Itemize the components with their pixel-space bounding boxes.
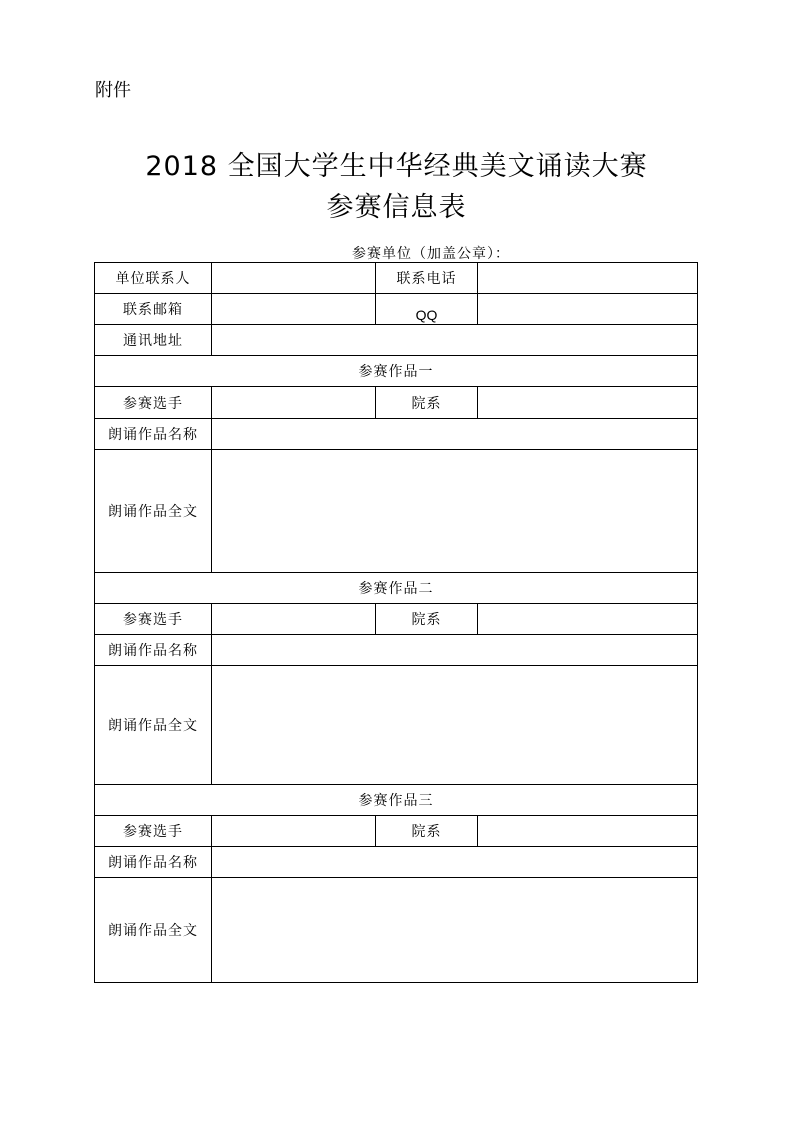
work-2-contestant-field[interactable] (212, 604, 376, 635)
work-2-name-field[interactable] (212, 635, 698, 666)
phone-label: 联系电话 (376, 263, 478, 294)
work-3-full-text-field[interactable] (212, 878, 698, 983)
qq-label-cell (376, 294, 478, 325)
qq-label: QQ (415, 306, 438, 323)
form-subtitle: 参赛信息表 (326, 192, 467, 223)
work-1-name-label: 朗诵作品名称 (95, 419, 212, 450)
work-3-contestant-field[interactable] (212, 816, 376, 847)
work-2-full-text-field[interactable] (212, 666, 698, 785)
work-3-department-field[interactable] (478, 816, 698, 847)
registration-table (94, 262, 698, 983)
full-text-row (95, 666, 698, 785)
work-name-row (95, 419, 698, 450)
work-1-full-text-field[interactable] (212, 450, 698, 573)
email-label: 联系邮箱 (95, 294, 212, 325)
contestant-row (95, 604, 698, 635)
phone-field[interactable] (478, 263, 698, 294)
section-header-row (95, 785, 698, 816)
address-field[interactable] (212, 325, 698, 356)
work-2-section-title: 参赛作品二 (95, 573, 698, 604)
work-3-name-field[interactable] (212, 847, 698, 878)
qq-field[interactable] (478, 294, 698, 325)
contestant-row (95, 816, 698, 847)
full-text-row (95, 878, 698, 983)
email-row (95, 294, 698, 325)
section-header-row (95, 573, 698, 604)
work-3-contestant-label: 参赛选手 (95, 816, 212, 847)
work-1-name-field[interactable] (212, 419, 698, 450)
work-1-full-text-label: 朗诵作品全文 (95, 450, 212, 573)
work-3-name-label: 朗诵作品名称 (95, 847, 212, 878)
contact-person-field[interactable] (212, 263, 376, 294)
work-1-department-label: 院系 (376, 387, 478, 419)
contact-row (95, 263, 698, 294)
attachment-label: 附件 (95, 80, 131, 101)
work-name-row (95, 847, 698, 878)
contestant-row (95, 387, 698, 419)
work-2-contestant-label: 参赛选手 (95, 604, 212, 635)
work-2-department-label: 院系 (376, 604, 478, 635)
work-1-department-field[interactable] (478, 387, 698, 419)
work-name-row (95, 635, 698, 666)
work-2-full-text-label: 朗诵作品全文 (95, 666, 212, 785)
work-1-contestant-label: 参赛选手 (95, 387, 212, 419)
full-text-row (95, 450, 698, 573)
address-label: 通讯地址 (95, 325, 212, 356)
work-1-section-title: 参赛作品一 (95, 356, 698, 387)
work-3-section-title: 参赛作品三 (95, 785, 698, 816)
form-title: 2018 全国大学生中华经典美文诵读大赛 (145, 151, 648, 182)
unit-stamp-label: 参赛单位（加盖公章）： (352, 246, 510, 262)
section-header-row (95, 356, 698, 387)
work-2-name-label: 朗诵作品名称 (95, 635, 212, 666)
contact-person-label: 单位联系人 (95, 263, 212, 294)
work-2-department-field[interactable] (478, 604, 698, 635)
work-3-full-text-label: 朗诵作品全文 (95, 878, 212, 983)
work-1-contestant-field[interactable] (212, 387, 376, 419)
email-field[interactable] (212, 294, 376, 325)
address-row (95, 325, 698, 356)
work-3-department-label: 院系 (376, 816, 478, 847)
